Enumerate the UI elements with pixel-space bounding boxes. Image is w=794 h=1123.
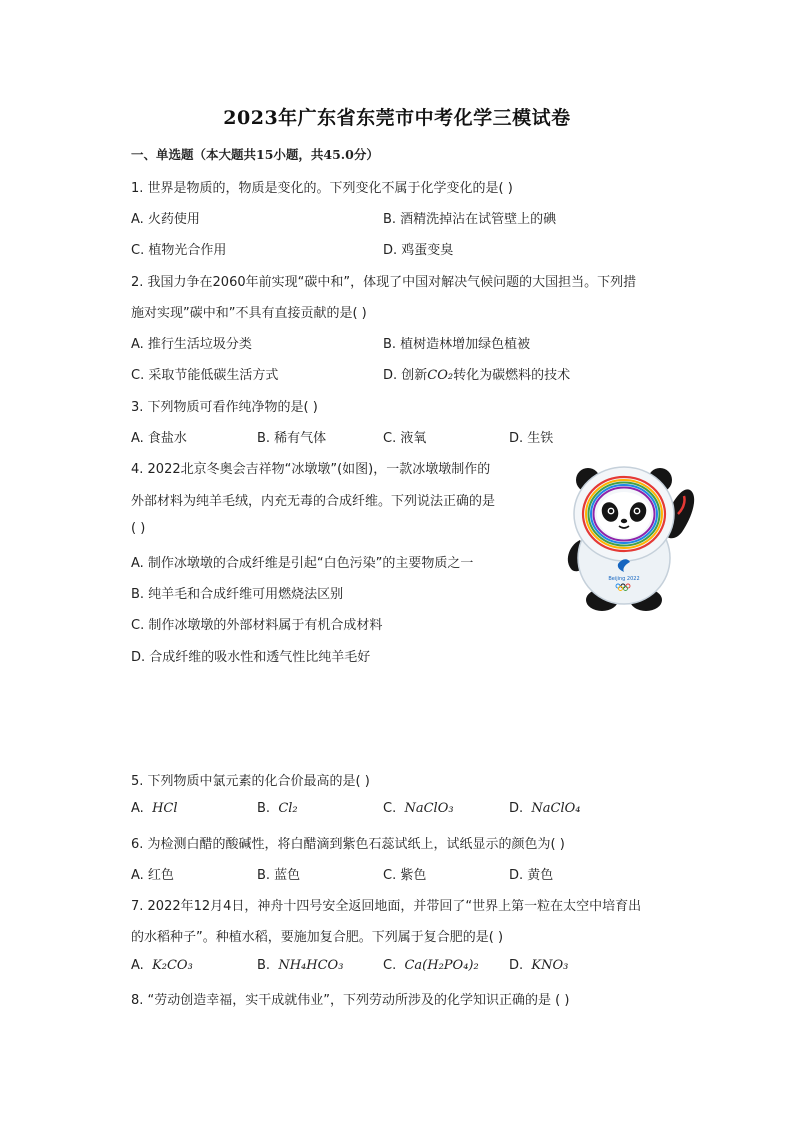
q3-option-a: A. 食盐水 xyxy=(131,431,187,446)
q7-a-label: A. xyxy=(131,958,144,973)
q7-option-d xyxy=(509,958,568,973)
q7-stem-line2: 的水稻种子”。种植水稻，要施加复合肥。下列属于复合肥的是( ) xyxy=(131,930,504,945)
section-heading: 一、单选题（本大题共15小题，共45.0分） xyxy=(131,147,379,162)
q5-a-formula: HCl xyxy=(152,801,178,816)
q4-stem-line3: ( ) xyxy=(131,521,146,536)
q7-a-formula: K₂CO₃ xyxy=(152,958,193,973)
q7-d-label: D. xyxy=(509,958,524,973)
q5-d-formula: NaClO₄ xyxy=(531,801,581,816)
q2-option-b: B. 植树造林增加绿色植被 xyxy=(383,337,531,352)
q7-d-formula: KNO₃ xyxy=(531,958,569,973)
q4-stem-line2: 外部材料为纯羊毛绒，内充无毒的合成纤维。下列说法正确的是 xyxy=(131,494,496,509)
q4-stem-line1: 4. 2022北京冬奥会吉祥物“冰墩墩”(如图)，一款冰墩墩制作的 xyxy=(131,462,491,477)
q5-c-formula: NaClO₃ xyxy=(404,801,454,816)
q5-c-label: C. xyxy=(383,801,397,816)
q7-b-formula: NH₄HCO₃ xyxy=(278,958,344,973)
q6-stem: 6. 为检测白醋的酸碱性，将白醋滴到紫色石蕊试纸上，试纸显示的颜色为( ) xyxy=(131,837,565,852)
q5-a-label: A. xyxy=(131,801,144,816)
q2-option-d xyxy=(383,364,570,383)
q5-b-label: B. xyxy=(257,801,271,816)
q5-option-d xyxy=(509,801,581,816)
q1-option-d: D. 鸡蛋变臭 xyxy=(383,243,454,258)
q1-stem: 1. 世界是物质的，物质是变化的。下列变化不属于化学变化的是( ) xyxy=(131,181,513,196)
q3-option-d: D. 生铁 xyxy=(509,431,554,446)
q5-option-c xyxy=(383,801,454,816)
q3-stem: 3. 下列物质可看作纯净物的是( ) xyxy=(131,400,318,415)
q7-option-a xyxy=(131,958,193,973)
mascot-caption: Beijing 2022 xyxy=(608,576,640,582)
q2-option-d-suffix: 转化为碳燃料的技术 xyxy=(453,368,571,383)
q4-option-d: D. 合成纤维的吸水性和透气性比纯羊毛好 xyxy=(131,650,371,665)
q5-d-label: D. xyxy=(509,801,524,816)
q4-option-b: B. 纯羊毛和合成纤维可用燃烧法区别 xyxy=(131,587,344,602)
q5-b-formula: Cl₂ xyxy=(278,801,298,816)
q8-stem: 8. “劳动创造幸福，实干成就伟业”，下列劳动所涉及的化学知识正确的是 ( ) xyxy=(131,993,570,1008)
q1-option-b: B. 酒精洗掉沾在试管壁上的碘 xyxy=(383,212,557,227)
q2-option-a: A. 推行生活垃圾分类 xyxy=(131,337,252,352)
q2-stem-line2: 施对实现”碳中和”不具有直接贡献的是( ) xyxy=(131,306,367,321)
q1-option-a: A. 火药使用 xyxy=(131,212,200,227)
page-title: 2023年广东省东莞市中考化学三模试卷 xyxy=(223,107,571,129)
q7-stem-line1: 7. 2022年12月4日，神舟十四号安全返回地面，并带回了“世界上第一粒在太空中培育出 xyxy=(131,899,642,914)
q5-option-a xyxy=(131,801,178,816)
q7-option-c xyxy=(383,958,479,973)
bing-dwen-dwen-image xyxy=(556,458,698,614)
q3-option-b: B. 稀有气体 xyxy=(257,431,327,446)
co2-formula: CO₂ xyxy=(427,368,454,383)
q6-option-b: B. 蓝色 xyxy=(257,868,301,883)
q5-stem: 5. 下列物质中氯元素的化合价最高的是( ) xyxy=(131,774,370,789)
q1-option-c: C. 植物光合作用 xyxy=(131,243,227,258)
q7-option-b xyxy=(257,958,343,973)
q5-option-b xyxy=(257,801,298,816)
q7-c-label: C. xyxy=(383,958,397,973)
q7-b-label: B. xyxy=(257,958,271,973)
q3-option-c: C. 液氧 xyxy=(383,431,427,446)
q7-c-formula: Ca(H₂PO₄)₂ xyxy=(404,958,479,973)
q2-stem-line1: 2. 我国力争在2060年前实现“碳中和”，体现了中国对解决气候问题的大国担当。下列措 xyxy=(131,275,637,290)
q2-option-c: C. 采取节能低碳生活方式 xyxy=(131,368,279,383)
q6-option-d: D. 黄色 xyxy=(509,868,554,883)
q6-option-c: C. 紫色 xyxy=(383,868,427,883)
q6-option-a: A. 红色 xyxy=(131,868,174,883)
q4-option-c: C. 制作冰墩墩的外部材料属于有机合成材料 xyxy=(131,618,383,633)
q2-option-d-prefix: D. 创新 xyxy=(383,368,428,383)
q4-option-a: A. 制作冰墩墩的合成纤维是引起“白色污染”的主要物质之一 xyxy=(131,556,474,571)
